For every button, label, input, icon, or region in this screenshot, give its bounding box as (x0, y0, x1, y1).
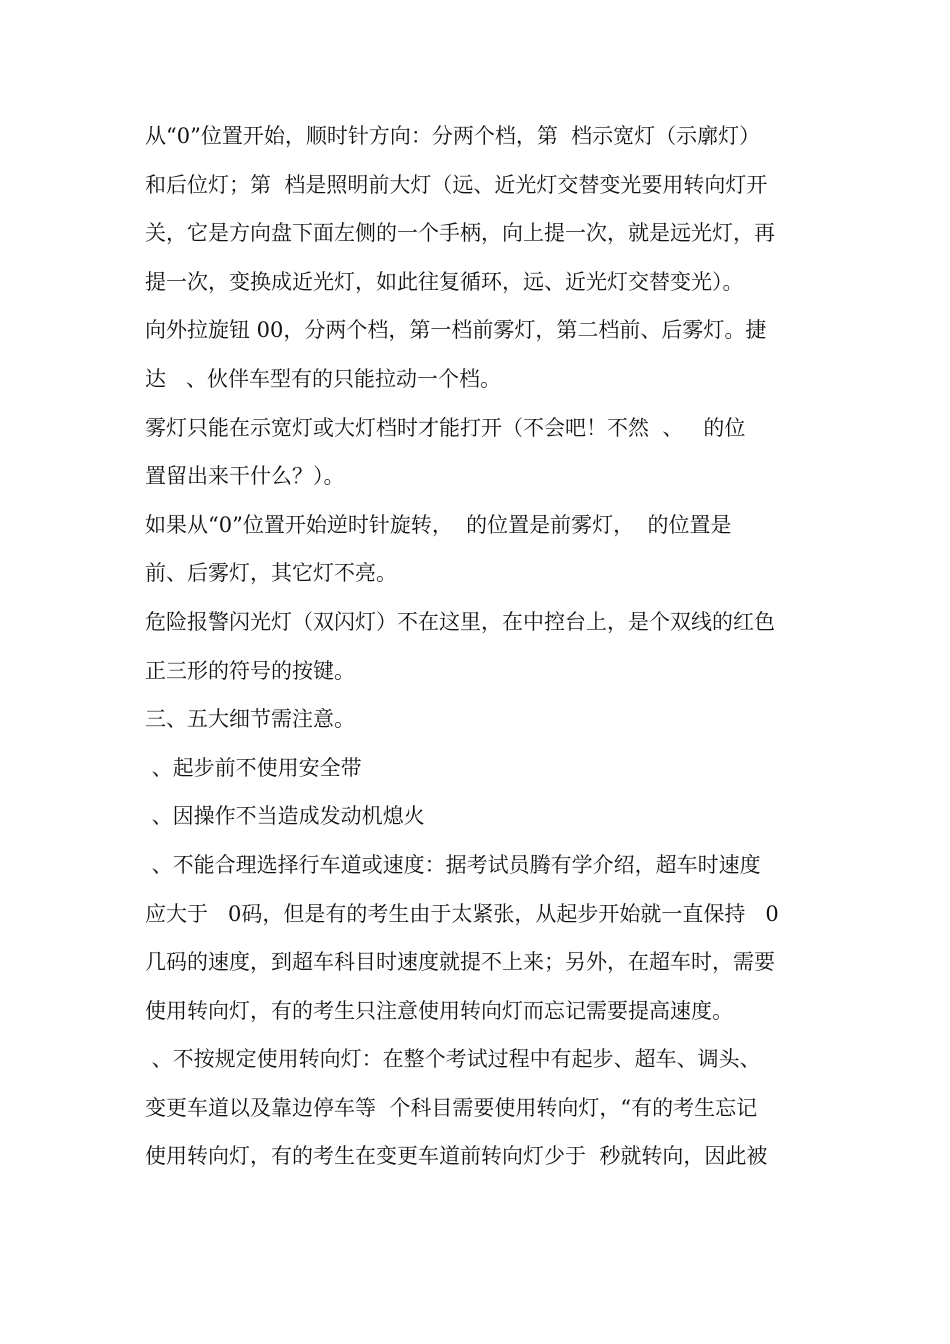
text-line: 几码的速度，到超车科目时速度就提不上来；另外，在超车时，需要 (145, 950, 775, 975)
list-item: 、不按规定使用转向灯：在整个考试过程中有起步、超车、调头、 (145, 1047, 761, 1072)
text-line: 正三形的符号的按键。 (145, 658, 355, 683)
list-item: 、因操作不当造成发动机熄火 (145, 804, 425, 829)
text-line: 使用转向灯，有的考生在变更车道前转向灯少于 秒就转向，因此被 (145, 1144, 768, 1169)
text-line: 关，它是方向盘下面左侧的一个手柄，向上提一次，就是远光灯，再 (145, 221, 775, 246)
text-line: 如果从“0”位置开始逆时针旋转， 的位置是前雾灯， 的位置是 (145, 512, 732, 537)
text-line: 提一次，变换成近光灯，如此往复循环，远、近光灯交替变光）。 (145, 269, 744, 294)
text-line: 雾灯只能在示宽灯或大灯档时才能打开（不会吧！不然 、 的位 (145, 415, 746, 440)
text-line: 和后位灯；第 档是照明前大灯（远、近光灯交替变光要用转向灯开 (145, 172, 768, 197)
list-item: 、起步前不使用安全带 (145, 755, 362, 780)
section-heading: 三、五大细节需注意。 (145, 707, 355, 732)
text-line: 置留出来干什么？）。 (145, 464, 345, 489)
text-line: 从“0”位置开始，顺时针方向：分两个档，第 档示宽灯（示廓灯） (145, 124, 761, 148)
text-line: 危险报警闪光灯（双闪灯）不在这里，在中控台上，是个双线的红色 (145, 609, 775, 634)
text-line: 变更车道以及靠边停车等 个科目需要使用转向灯，“有的考生忘记 (145, 1095, 758, 1120)
text-line: 前、后雾灯，其它灯不亮。 (145, 561, 397, 586)
text-line: 应大于 0码，但是有的考生由于太紧张，从起步开始就一直保持 0 (145, 901, 779, 926)
text-line: 向外拉旋钮 00，分两个档，第一档前雾灯，第二档前、后雾灯。捷 (145, 318, 767, 343)
document-body (145, 112, 815, 1181)
text-line: 达 、伙伴车型有的只能拉动一个档。 (145, 366, 502, 391)
text-line: 使用转向灯，有的考生只注意使用转向灯而忘记需要提高速度。 (145, 998, 733, 1023)
list-item: 、不能合理选择行车道或速度：据考试员腾有学介绍，超车时速度 (145, 852, 761, 877)
